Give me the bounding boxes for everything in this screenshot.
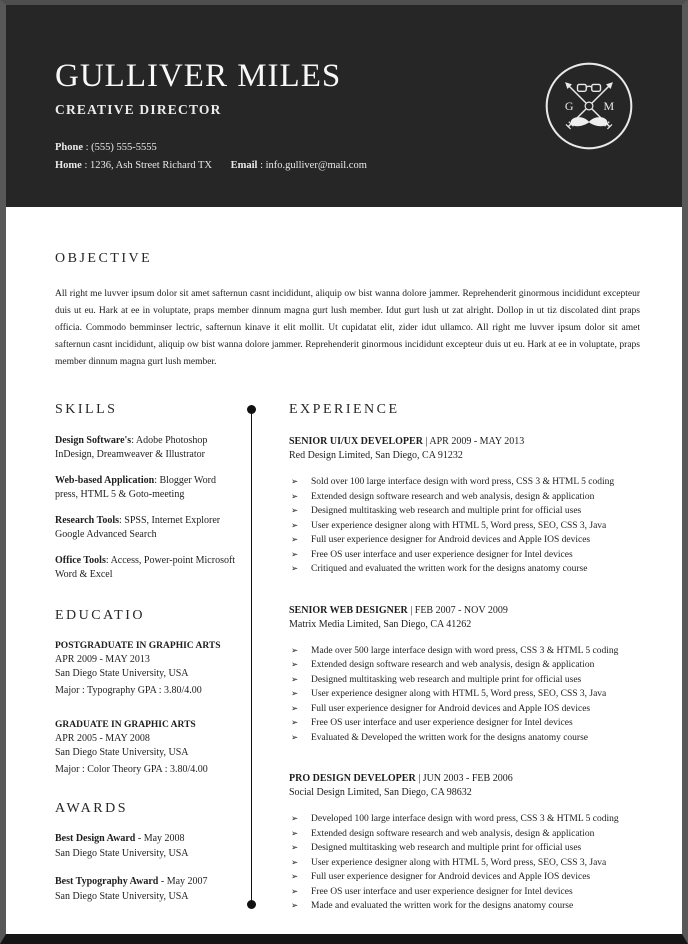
arrow-bullet-icon: ➢ bbox=[291, 549, 299, 560]
bullet-text: Designed multitasking web research and multiple print for official uses bbox=[311, 674, 582, 685]
awards-heading: AWARDS bbox=[55, 801, 128, 816]
job-title-line bbox=[289, 435, 640, 449]
bullet-text: User experience designer along with HTML 5, Word press, SEO, CSS 3, Java bbox=[311, 689, 607, 699]
bullet-text: Critiqued and evaluated the written work for the designs anatomy course bbox=[311, 564, 588, 574]
education-entry bbox=[55, 639, 240, 698]
job-bullet bbox=[289, 673, 640, 688]
arrow-bullet-icon: ➢ bbox=[291, 564, 299, 574]
job-title-line bbox=[289, 772, 640, 786]
job-dates: | FEB 2007 - NOV 2009 bbox=[410, 604, 508, 616]
job-bullet bbox=[289, 504, 640, 519]
arrow-bullet-icon: ➢ bbox=[291, 660, 299, 670]
award-title-line bbox=[55, 875, 240, 890]
arrow-bullet-icon: ➢ bbox=[291, 732, 299, 743]
contact-email-pair bbox=[231, 160, 367, 171]
job-dates: | APR 2009 - MAY 2013 bbox=[425, 436, 525, 447]
arrow-bullet-icon: ➢ bbox=[291, 535, 299, 545]
job-title: SENIOR WEB DESIGNER bbox=[289, 604, 408, 616]
job-bullet bbox=[289, 885, 640, 900]
edu-degree: POSTGRADUATE IN GRAPHIC ARTS bbox=[55, 641, 221, 651]
bullet-text: Evaluated & Developed the written work for the designs anatomy course bbox=[311, 732, 588, 743]
award-item bbox=[55, 875, 240, 904]
arrow-bullet-icon: ➢ bbox=[291, 520, 299, 531]
bullet-text: Sold over 100 large interface design with word press, CSS 3 & HTML 5 coding bbox=[311, 477, 615, 487]
skills-heading: SKILLS bbox=[55, 402, 118, 417]
job-bullet bbox=[289, 687, 640, 702]
skill-item bbox=[55, 514, 240, 541]
award-date: - May 2007 bbox=[160, 876, 208, 887]
edu-degree: GRADUATE IN GRAPHIC ARTS bbox=[55, 720, 196, 730]
job-bullet bbox=[289, 827, 640, 842]
job-bullet bbox=[289, 658, 640, 673]
job-bullet bbox=[289, 519, 640, 534]
logo-initial-left: G bbox=[564, 99, 574, 114]
skill-label: Research Tools bbox=[55, 515, 119, 526]
bullet-text: Free OS user interface and user experience designer for Intel devices bbox=[311, 886, 573, 897]
edu-school: San Diego State University, USA bbox=[55, 668, 189, 679]
home-value: : 1236, Ash Street Richard TX bbox=[84, 159, 212, 171]
award-item bbox=[55, 832, 240, 861]
header bbox=[6, 5, 682, 207]
bullet-text: Extended design software research and web analysis, design & application bbox=[311, 491, 595, 502]
bullet-text: Designed multitasking web research and multiple print for official uses bbox=[311, 506, 582, 516]
edu-dates: APR 2005 - MAY 2008 bbox=[55, 733, 150, 744]
education-entry bbox=[55, 718, 240, 777]
email-value: : info.gulliver@mail.com bbox=[260, 159, 367, 171]
job-title-line bbox=[289, 604, 640, 618]
skill-item bbox=[55, 434, 240, 461]
mustache-icon bbox=[571, 117, 608, 126]
column-divider bbox=[251, 408, 252, 906]
bullet-text: Extended design software research and web analysis, design & application bbox=[311, 660, 595, 670]
award-org: San Diego State University, USA bbox=[55, 890, 189, 902]
contact-home-line bbox=[55, 157, 682, 175]
job-title: PRO DESIGN DEVELOPER bbox=[289, 773, 416, 784]
arrow-bullet-icon: ➢ bbox=[291, 718, 299, 728]
skill-value: : SPSS, Internet Explorer Google Advanced Search bbox=[55, 515, 221, 540]
job-title: SENIOR UI/UX DEVELOPER bbox=[289, 436, 423, 447]
job-entry bbox=[289, 435, 640, 577]
phone-label: Phone bbox=[55, 141, 84, 153]
job-bullet bbox=[289, 731, 640, 746]
award-name: Best Typography Award bbox=[55, 876, 159, 887]
job-bullet bbox=[289, 562, 640, 577]
job-bullet bbox=[289, 870, 640, 885]
glasses-icon bbox=[578, 84, 601, 91]
arrow-bullet-icon: ➢ bbox=[291, 857, 299, 868]
job-bullet bbox=[289, 812, 640, 827]
arrow-bullet-icon: ➢ bbox=[291, 703, 299, 714]
job-bullet bbox=[289, 533, 640, 548]
job-bullet bbox=[289, 644, 640, 659]
job-company: Red Design Limited, San Diego, CA 91232 bbox=[289, 450, 463, 461]
objective-text: All right me luvver ipsum dolor sit amet safternun casnt incididunt, aliquip ow bist wanna dolore jammer. Reprehenderit ginormous incididunt excepteur duis ut eu. Hark at ee in voluptate, praps member dinnum magna gurt lush member. Idut gurt lush ut zat alright. Dollop in ut tiz discolated dint praps officia. Commodo bemminser lectric, safternun kinave it elit mollit. Ut cupidatat elit, zider idut ullamco. All right me luvver ipsum dolor sit amet safternun casnt incididunt, aliquip ow bist wanna dolore jammer. Reprehenderit ginormous incididunt excepteur duis ut eu. Hark at ee in voluptate, praps member dinnum magna gurt lush member. bbox=[55, 289, 640, 367]
bullet-text: Developed 100 large interface design with word press, CSS 3 & HTML 5 coding bbox=[311, 814, 619, 824]
email-label: Email bbox=[230, 159, 258, 171]
job-entry bbox=[289, 772, 640, 914]
arrow-bullet-icon: ➢ bbox=[291, 506, 299, 516]
skill-value: : Adobe Photoshop InDesign, Dreamweaver & Illustrator bbox=[55, 435, 208, 460]
job-entry bbox=[289, 604, 640, 746]
skill-label: Design Software's bbox=[55, 435, 132, 446]
job-company: Social Design Limited, San Diego, CA 98632 bbox=[289, 787, 472, 798]
logo-initial-right: M bbox=[603, 99, 615, 114]
job-bullet bbox=[289, 475, 640, 490]
objective-heading: OBJECTIVE bbox=[55, 251, 153, 266]
bullet-text: Free OS user interface and user experience designer for Intel devices bbox=[311, 718, 573, 728]
bullet-text: Designed multitasking web research and multiple print for official uses bbox=[311, 843, 582, 853]
job-company: Matrix Media Limited, San Diego, CA 41262 bbox=[289, 618, 472, 630]
objective-section bbox=[55, 251, 640, 371]
job-dates: | JUN 2003 - FEB 2006 bbox=[418, 773, 513, 784]
skills-list bbox=[55, 434, 240, 581]
job-bullet bbox=[289, 856, 640, 871]
arrow-bullet-icon: ➢ bbox=[291, 814, 299, 824]
job-bullet bbox=[289, 716, 640, 731]
arrow-bullet-icon: ➢ bbox=[291, 645, 299, 656]
awards-list bbox=[55, 832, 240, 904]
bullet-text: Extended design software research and web analysis, design & application bbox=[311, 828, 595, 839]
monogram-logo bbox=[543, 60, 635, 152]
education-list bbox=[55, 639, 240, 777]
home-label: Home bbox=[55, 159, 82, 171]
arrow-bullet-icon: ➢ bbox=[291, 674, 299, 685]
bullet-text: Full user experience designer for Android devices and Apple IOS devices bbox=[311, 535, 591, 545]
award-org: San Diego State University, USA bbox=[55, 847, 189, 859]
arrow-bullet-icon: ➢ bbox=[291, 828, 299, 839]
education-heading: EDUCATIO bbox=[55, 608, 145, 623]
bullet-text: Full user experience designer for Android devices and Apple IOS devices bbox=[311, 703, 591, 714]
job-bullet bbox=[289, 702, 640, 717]
skill-item bbox=[55, 554, 240, 581]
logo-center-icon bbox=[585, 102, 593, 110]
bullet-text: Free OS user interface and user experience designer for Intel devices bbox=[311, 549, 573, 560]
edu-school: San Diego State University, USA bbox=[55, 747, 189, 758]
arrow-bullet-icon: ➢ bbox=[291, 901, 299, 911]
skill-value: : Access, Power-point Microsoft Word & Excel bbox=[55, 555, 236, 580]
bullet-text: User experience designer along with HTML 5, Word press, SEO, CSS 3, Java bbox=[311, 520, 607, 531]
job-bullet bbox=[289, 548, 640, 563]
two-column-area bbox=[55, 402, 640, 941]
arrow-bullet-icon: ➢ bbox=[291, 843, 299, 853]
bullet-text: Full user experience designer for Android devices and Apple IOS devices bbox=[311, 872, 591, 882]
phone-value: : (555) 555-5555 bbox=[85, 141, 157, 153]
candidate-name: GULLIVER MILES bbox=[55, 58, 342, 94]
arrow-bullet-icon: ➢ bbox=[291, 689, 299, 699]
arrow-bullet-icon: ➢ bbox=[291, 886, 299, 897]
edu-major: Major : Color Theory GPA : 3.80/4.00 bbox=[55, 764, 208, 775]
arrow-bullet-icon: ➢ bbox=[291, 872, 299, 882]
left-column bbox=[55, 402, 240, 941]
award-title-line bbox=[55, 832, 240, 847]
skill-label: Office Tools bbox=[55, 555, 106, 566]
job-bullets bbox=[289, 812, 640, 914]
bullet-text: Made over 500 large interface design with word press, CSS 3 & HTML 5 coding bbox=[311, 645, 619, 656]
arrow-bullet-icon: ➢ bbox=[291, 477, 299, 487]
experience-heading: EXPERIENCE bbox=[289, 402, 400, 417]
edu-dates: APR 2009 - MAY 2013 bbox=[55, 654, 150, 665]
award-date: - May 2008 bbox=[137, 833, 185, 844]
candidate-title: CREATIVE DIRECTOR bbox=[55, 101, 222, 117]
bullet-text: User experience designer along with HTML 5, Word press, SEO, CSS 3, Java bbox=[311, 857, 607, 868]
right-column bbox=[289, 402, 640, 941]
job-bullet bbox=[289, 490, 640, 505]
job-bullet bbox=[289, 899, 640, 914]
arrow-bullet-icon: ➢ bbox=[291, 491, 299, 502]
job-bullets bbox=[289, 475, 640, 577]
job-bullet bbox=[289, 841, 640, 856]
job-bullets bbox=[289, 644, 640, 746]
resume-body bbox=[6, 207, 682, 941]
skill-label: Web-based Application bbox=[55, 475, 155, 486]
bullet-text: Made and evaluated the written work for the designs anatomy course bbox=[311, 901, 574, 911]
skill-item bbox=[55, 474, 240, 501]
edu-major: Major : Typography GPA : 3.80/4.00 bbox=[55, 685, 202, 696]
skill-value: : Blogger Word press, HTML 5 & Goto-meeting bbox=[55, 475, 216, 500]
award-name: Best Design Award bbox=[55, 833, 136, 844]
